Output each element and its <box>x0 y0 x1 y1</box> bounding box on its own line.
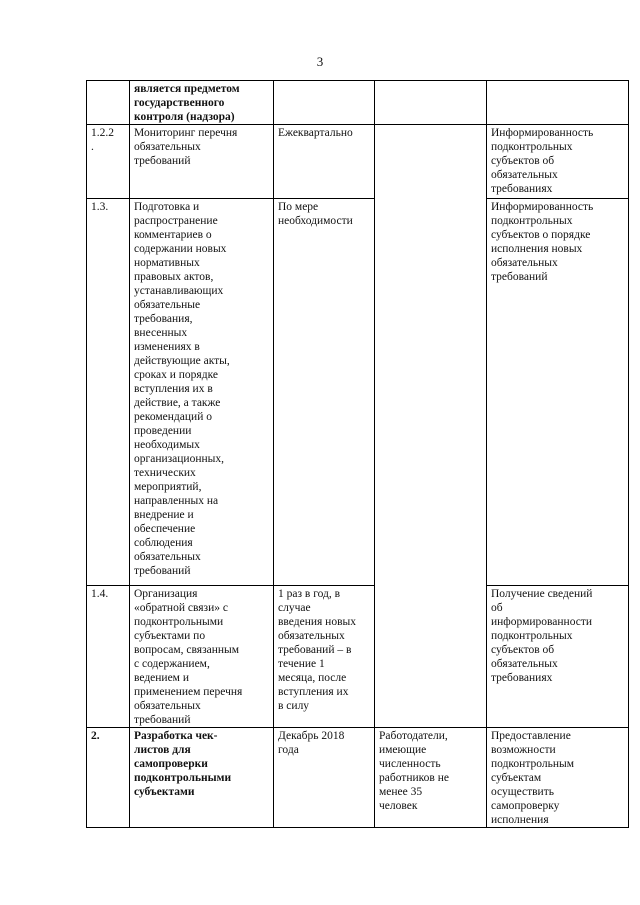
measures-table <box>86 80 629 828</box>
measure-cell: Организация «обратной связи» с подконтрольными субъектами по вопросам, связанным с содержанием, ведением и применением перечня обязательных требований <box>130 586 274 728</box>
result-cell: Информированность подконтрольных субъектов об обязательных требованиях <box>487 125 629 199</box>
term-cell: 1 раз в год, в случае введения новых обязательных требований – в течение 1 месяца, после вступления их в силу <box>274 586 375 728</box>
table-row <box>87 81 629 125</box>
table-row <box>87 586 629 728</box>
term-cell: Ежеквартально <box>274 125 375 199</box>
result-cell: Предоставление возможности подконтрольным субъектам осуществить самопроверку исполнения <box>487 728 629 828</box>
measure-cell: является предметом государственного контроля (надзора) <box>130 81 274 125</box>
result-cell <box>487 81 629 125</box>
term-cell: По мере необходимости <box>274 199 375 586</box>
subjects-cell <box>375 125 487 728</box>
row-number-cell: 1.3. <box>87 199 130 586</box>
row-number-cell <box>87 81 130 125</box>
table-row <box>87 728 629 828</box>
subjects-cell <box>375 81 487 125</box>
table-row <box>87 125 629 199</box>
term-cell: Декабрь 2018 года <box>274 728 375 828</box>
subjects-cell: Работодатели, имеющие численность работников не менее 35 человек <box>375 728 487 828</box>
term-cell <box>274 81 375 125</box>
measure-cell: Подготовка и распространение комментариев о содержании новых нормативных правовых актов, устанавливающих обязательные требования, внесенных изменениях в действующие акты, сроках и порядке вступления их в действие, а также рекомендаций о проведении необходимых организационных, технических мероприятий, направленных на внедрение и обеспечение соблюдения обязательных требований <box>130 199 274 586</box>
table-row <box>87 199 629 586</box>
row-number-cell: 1.4. <box>87 586 130 728</box>
measure-cell: Мониторинг перечня обязательных требований <box>130 125 274 199</box>
result-cell: Информированность подконтрольных субъектов о порядке исполнения новых обязательных требований <box>487 199 629 586</box>
row-number-cell: 2. <box>87 728 130 828</box>
result-cell: Получение сведений об информированности подконтрольных субъектов об обязательных требованиях <box>487 586 629 728</box>
measure-cell: Разработка чек- листов для самопроверки подконтрольными субъектами <box>130 728 274 828</box>
row-number-cell: 1.2.2 . <box>87 125 130 199</box>
page-number: 3 <box>316 54 324 69</box>
